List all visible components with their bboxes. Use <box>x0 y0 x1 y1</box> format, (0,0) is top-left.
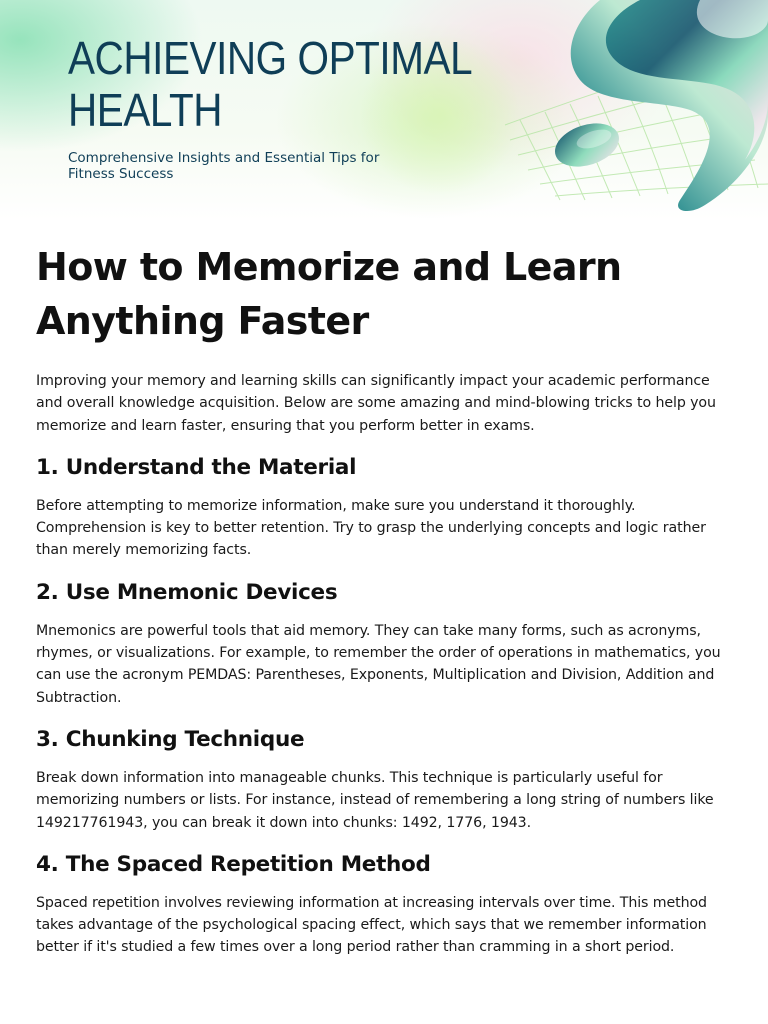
section-body: Spaced repetition involves reviewing information at increasing intervals over time. This method takes advantage of the psychological spacing effect, which says that we remember information better if it's studied a few times over a long period rather than cramming in a short period. <box>36 894 707 956</box>
article-section <box>36 578 736 709</box>
section-body: Break down information into manageable chunks. This technique is particularly useful for memorizing numbers or lists. For instance, instead of remembering a long string of numbers like 149217761943, you can break it down into chunks: 1492, 1776, 1943. <box>36 769 714 831</box>
article <box>36 240 736 959</box>
article-intro: Improving your memory and learning skills can significantly impact your academic performance and overall knowledge acquisition. Below are some amazing and mind-blowing tricks to help you memorize and learn faster, ensuring that you perform better in exams. <box>36 373 716 434</box>
section-heading: 4. The Spaced Repetition Method <box>36 851 431 877</box>
article-title: How to Memorize and Learn Anything Faster <box>36 245 622 343</box>
section-body: Before attempting to memorize information, make sure you understand it thoroughly. Comprehension is key to better retention. Try to grasp the underlying concepts and logic rather than merely memorizing facts. <box>36 497 706 559</box>
article-section <box>36 850 736 959</box>
section-body: Mnemonics are powerful tools that aid memory. They can take many forms, such as acronyms, rhymes, or visualizations. For example, to remember the order of operations in mathematics, you can use the acronym PEMDAS: Parentheses, Exponents, Multiplication and Division, Addition and Subtraction. <box>36 622 721 706</box>
article-section <box>36 453 736 562</box>
article-section <box>36 725 736 834</box>
section-heading: 1. Understand the Material <box>36 454 357 480</box>
page-header <box>0 0 768 220</box>
section-heading: 2. Use Mnemonic Devices <box>36 579 338 605</box>
brand-subtitle: Comprehensive Insights and Essential Tips for Fitness Success <box>68 150 380 182</box>
brand-title: ACHIEVING OPTIMAL HEALTH <box>68 32 471 136</box>
section-heading: 3. Chunking Technique <box>36 726 305 752</box>
